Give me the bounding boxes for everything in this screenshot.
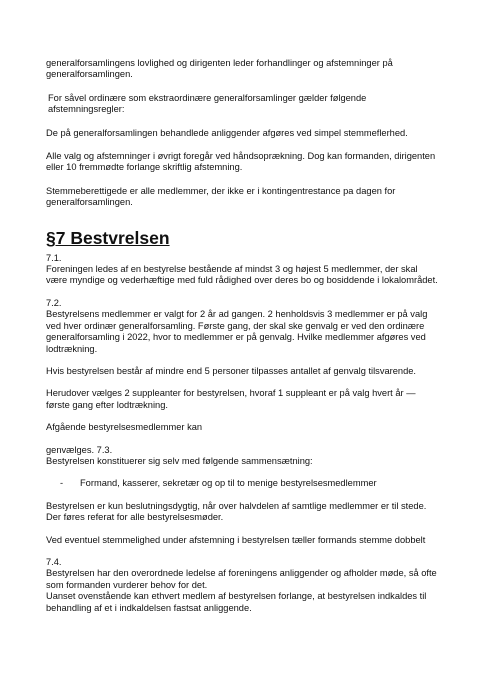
- document-body: [46, 58, 438, 614]
- clause-text-7-1: Foreningen ledes af en bestyrelse bestående af mindst 3 og højest 5 medlemmer, der skal være myndige og vederhæftige med fuld rådighed over deres bo og bosiddende i lokalområdet.: [46, 264, 438, 286]
- paragraph-fewer-members: Hvis bestyrelsen består af mindre end 5 personer tilpasses antallet af genvalg tilsvarende.: [46, 365, 417, 376]
- paragraph-hand-vote: Alle valg og afstemninger i øvrigt foregår ved håndsoprækning. Dog kan formanden, dirigenten eller 10 fremmødte forlange skriftlig afstemning.: [46, 151, 436, 173]
- paragraph-constitution: Bestyrelsen konstituerer sig selv med følgende sammensætning:: [46, 455, 313, 466]
- clause-text-7-4: Bestyrelsen har den overordnede ledelse af foreningens anliggender og afholder møde, så ofte som formanden vurderer behov for det.: [46, 568, 437, 590]
- clause-text-7-2: Bestyrelsens medlemmer er valgt for 2 år ad gangen. 2 henholdsvis 3 medlemmer er på valg ved hver ordinær generalforsamling. Første gang, der skal ske genvalg er ved den ordinære generalforsamling i 2022, hvor to medlemmer er på genvalg. Hvilke medlemmer afgøres ved lodtrækning.: [46, 309, 428, 354]
- paragraph-general-assembly-lead: generalforsamlingens lovlighed og dirigenten leder forhandlinger og afstemninger på generalforsamlingen.: [46, 58, 393, 80]
- paragraph-reelection-7-3: genvælges. 7.3.: [46, 444, 113, 455]
- paragraph-simple-majority: De på generalforsamlingen behandlede anliggender afgøres ved simpel stemmeflerhed.: [46, 127, 408, 138]
- paragraph-eligible-voters: Stemmeberettigede er alle medlemmer, der ikke er i kontingentrestance pa dagen for generalforsamlingen.: [46, 185, 396, 208]
- paragraph-quorum: Bestyrelsen er kun beslutningsdygtig, når over halvdelen af samtlige medlemmer er til stede. Der føres referat for alle bestyrelsesmøder.: [46, 500, 427, 523]
- list-item: [46, 478, 438, 489]
- paragraph-outgoing-members: Afgående bestyrelsesmedlemmer kan: [46, 422, 203, 433]
- bullet-text: Formand, kasserer, sekretær og op til to menige bestyrelsesmedlemmer: [80, 478, 377, 489]
- paragraph-board-convening: Uanset ovenstående kan ethvert medlem af bestyrelsen forlange, at bestyrelsen indkaldes til behandling af et i indkaldelsen fastsat anliggende.: [46, 591, 427, 613]
- section-heading: §7 Bestvrelsen: [46, 227, 170, 248]
- paragraph-voting-rules-intro: For såvel ordinære som ekstraordinære generalforsamlinger gælder følgende afstemningsregler:: [48, 92, 367, 115]
- paragraph-substitutes: Herudover vælges 2 suppleanter for bestyrelsen, hvoraf 1 suppleant er på valg hvert år — første gang efter lodtrækning.: [46, 388, 416, 410]
- paragraph-tie-vote: Ved eventuel stemmelighed under afstemning i bestyrelsen tæller formands stemme dobbelt: [46, 534, 426, 545]
- clause-number-7-4: 7.4.: [46, 556, 62, 567]
- bullet-dash: -: [60, 478, 64, 489]
- clause-number-7-2: 7.2.: [46, 297, 62, 308]
- clause-number-7-1: 7.1.: [46, 252, 62, 263]
